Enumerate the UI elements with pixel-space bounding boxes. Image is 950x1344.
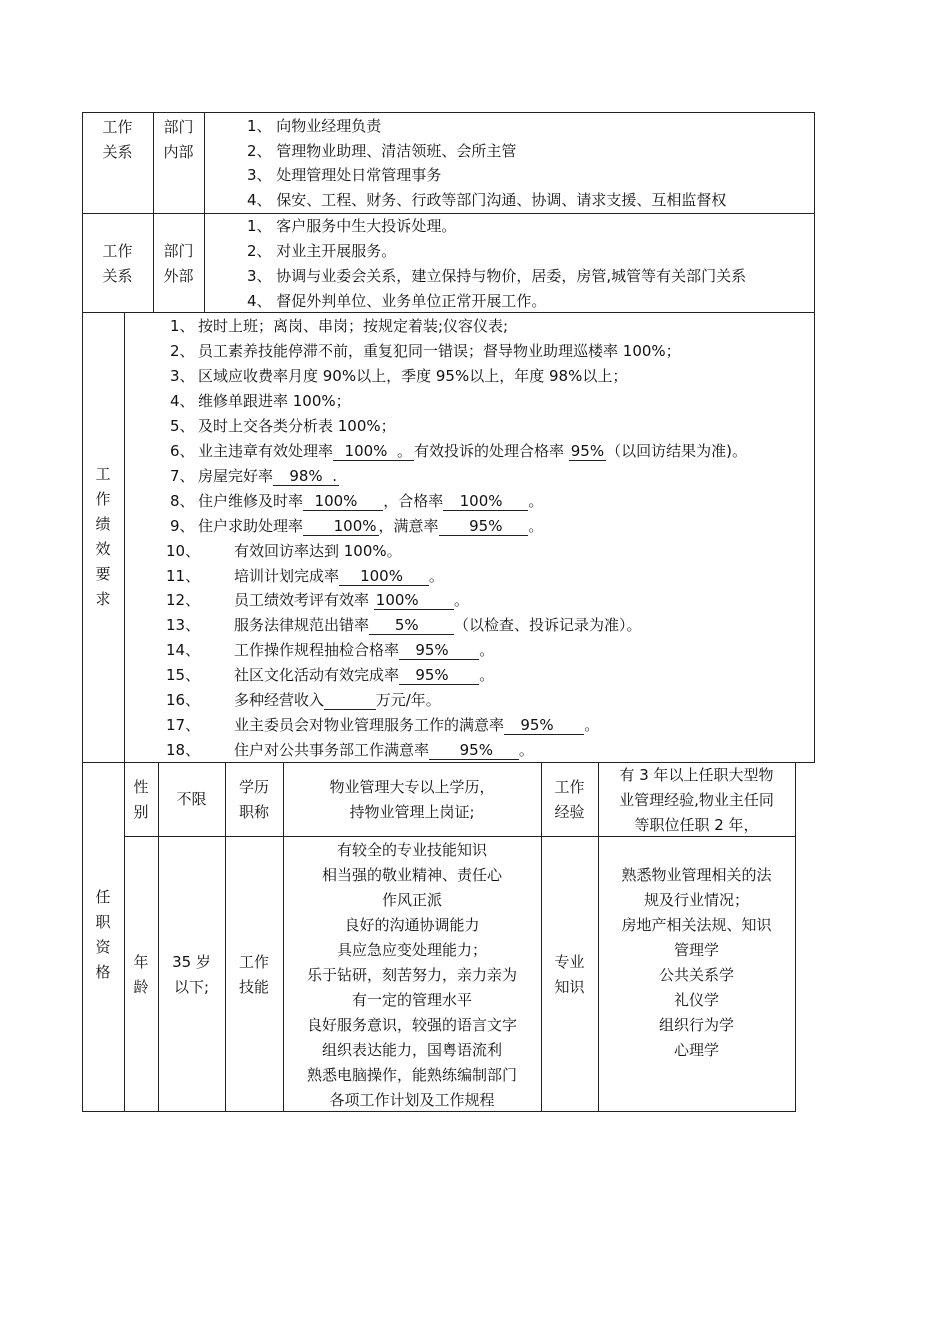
- experience-value-line: 业管理经验,物业主任同: [619, 791, 774, 809]
- education-label-line: 职称: [238, 803, 269, 821]
- performance-item-value: 95%: [431, 741, 517, 760]
- qualification-label-char: 职: [95, 913, 111, 931]
- performance-label: [82, 462, 124, 612]
- age-label: [124, 950, 158, 1000]
- performance-item-text: 员工素养技能停滞不前，重复犯同一错误；督导物业助理巡楼率 100%；: [198, 341, 681, 360]
- performance-item-number: 16、: [166, 691, 201, 710]
- performance-item-number: 4、: [170, 391, 195, 410]
- performance-item-number: 3、: [170, 366, 195, 385]
- experience-value-line: 有 3 年以上任职大型物: [619, 766, 774, 784]
- performance-item: [170, 441, 747, 461]
- section1-label-line: 关系: [102, 143, 133, 161]
- performance-item-number: 1、: [170, 317, 195, 335]
- performance-item: [166, 690, 441, 710]
- skill-value-line: 组织表达能力，国粤语流利: [321, 1041, 502, 1059]
- performance-item: [166, 541, 402, 561]
- performance-item-text: 住户维修及时率: [198, 491, 304, 510]
- performance-item-value: 95%: [440, 516, 527, 535]
- experience-value-line: 等职位任职 2 年，: [634, 816, 759, 834]
- section2-label-line: 关系: [102, 267, 133, 285]
- performance-item-text: 。: [518, 741, 534, 760]
- performance-item-text: ，满意率: [378, 516, 439, 535]
- section1-sublabel-line: 部门: [163, 118, 194, 136]
- knowledge-label-line: 知识: [554, 978, 585, 996]
- gender-label: [124, 775, 158, 825]
- section2-sublabel-line: 外部: [163, 267, 194, 285]
- performance-item: [170, 491, 543, 511]
- section2-sublabel-line: 部门: [163, 242, 194, 260]
- knowledge-value-line: 房地产相关法规、知识: [621, 916, 772, 934]
- performance-item-value: 95%: [401, 666, 478, 685]
- performance-item: [166, 715, 599, 735]
- gender-value-text: 不限: [176, 790, 207, 808]
- performance-item-text: 。: [528, 516, 544, 535]
- performance-item-text: 区域应收费率月度 90%以上，季度 95%以上，年度 98%以上；: [198, 366, 628, 385]
- performance-item-value: 100%: [305, 516, 377, 535]
- performance-item-text: 及时上交各类分析表 100%；: [198, 416, 396, 435]
- performance-item-number: 8、: [170, 491, 195, 510]
- qualification-label-char: 格: [95, 963, 111, 981]
- gender-label-char: 性: [133, 778, 149, 796]
- knowledge-label: [541, 950, 598, 1000]
- list-item: 3、 处理管理处日常管理事务: [247, 166, 442, 184]
- performance-item-text: 维修单跟进率 100%；: [198, 391, 351, 410]
- education-value-line: 物业管理大专以上学历，: [329, 778, 495, 796]
- gender-label-char: 别: [133, 803, 149, 821]
- performance-label-char: 作: [95, 490, 111, 508]
- performance-item-value: 5%: [371, 616, 453, 635]
- performance-item-text: （以检查、投诉记录为准）。: [454, 616, 642, 635]
- age-value-line: 35 岁: [172, 953, 211, 971]
- performance-item-value: [324, 691, 376, 710]
- performance-item-text: 。: [528, 491, 544, 510]
- qualification-label: [82, 885, 124, 985]
- skill-value-line: 有较全的专业技能知识: [336, 841, 487, 859]
- experience-label-line: 经验: [554, 803, 585, 821]
- skill-value-line: 相当强的敬业精神、责任心: [321, 866, 502, 884]
- performance-item-text: 社区文化活动有效完成率: [234, 666, 400, 685]
- performance-item-text: 。: [479, 641, 495, 660]
- performance-item-text: 员工绩效考评有效率: [234, 591, 374, 610]
- skill-value-line: 作风正派: [381, 891, 442, 909]
- performance-item-value: 95%: [506, 716, 583, 735]
- performance-item-text: 服务法律规范出错率: [234, 616, 370, 635]
- skill-label-line: 技能: [238, 978, 269, 996]
- age-label-char: 年: [133, 953, 149, 971]
- section2-label-line: 工作: [102, 242, 133, 260]
- section1-label-line: 工作: [102, 118, 133, 136]
- performance-item-text: 按时上班；离岗、串岗；按规定着装;仪容仪表;: [198, 317, 509, 335]
- performance-item: [166, 640, 494, 660]
- experience-label: [541, 775, 598, 825]
- knowledge-value-line: 礼仪学: [673, 991, 719, 1009]
- section2-sublabel: [153, 239, 204, 289]
- knowledge-label-line: 专业: [554, 953, 585, 971]
- list-item: 2、 对业主开展服务。: [247, 242, 397, 260]
- performance-item-text: （以回访结果为准)。: [606, 441, 747, 460]
- performance-item-text: 有效回访率达到 100%。: [234, 541, 402, 560]
- performance-item: [170, 516, 543, 536]
- performance-item-number: 10、: [166, 541, 201, 560]
- age-value-line: 以下;: [173, 978, 210, 996]
- performance-item-number: 18、: [166, 741, 201, 760]
- performance-item-text: 房屋完好率: [198, 466, 274, 485]
- performance-item-value: 100% 。: [335, 441, 412, 460]
- performance-label-char: 效: [95, 540, 111, 558]
- performance-item-number: 2、: [170, 341, 195, 360]
- performance-item: [166, 566, 444, 586]
- performance-item-text: 培训计划完成率: [234, 566, 340, 585]
- performance-item-number: 5、: [170, 416, 195, 435]
- performance-item-value: 98% .: [275, 466, 337, 485]
- performance-item-text: ，合格率: [383, 491, 444, 510]
- performance-item-value: 100%: [305, 491, 382, 510]
- list-item: 4、 保安、工程、财务、行政等部门沟通、协调、请求支援、互相监督权: [247, 191, 727, 209]
- performance-label-char: 工: [95, 465, 111, 483]
- performance-item-text: 万元/年。: [375, 691, 441, 710]
- list-item: 1、 客户服务中生大投诉处理。: [247, 217, 457, 235]
- performance-item: [166, 615, 642, 635]
- performance-item-number: 15、: [166, 666, 201, 685]
- knowledge-value-line: 公共关系学: [658, 966, 734, 984]
- performance-item-value: 100%: [341, 566, 427, 585]
- qualification-label-char: 资: [95, 938, 111, 956]
- experience-value: [598, 763, 795, 838]
- section1-sublabel-line: 内部: [163, 143, 194, 161]
- performance-item-number: 17、: [166, 716, 201, 735]
- age-value: [158, 950, 225, 1000]
- list-item: 2、 管理物业助理、清洁领班、会所主管: [247, 142, 517, 160]
- list-item: 4、 督促外判单位、业务单位正常开展工作。: [247, 292, 547, 310]
- knowledge-value-line: 心理学: [673, 1041, 719, 1059]
- knowledge-value-line: 管理学: [673, 941, 719, 959]
- performance-item-text: 。: [584, 716, 600, 735]
- performance-item-number: 13、: [166, 616, 201, 635]
- performance-item-text: 。: [454, 591, 470, 610]
- performance-item-text: 有效投诉的处理合格率: [413, 441, 569, 460]
- education-label: [225, 775, 283, 825]
- performance-item: [166, 740, 534, 760]
- education-value-line: 持物业管理上岗证;: [349, 803, 475, 821]
- performance-item-text: 工作操作规程抽检合格率: [234, 641, 400, 660]
- performance-item-value: 100%: [445, 491, 527, 510]
- performance-item-text: 。: [428, 566, 444, 585]
- skill-value-line: 良好服务意识，较强的语言文字: [306, 1016, 517, 1034]
- skill-value: [283, 838, 541, 1113]
- list-item: 3、 协调与业委会关系，建立保持与物价，居委，房管,城管等有关部门关系: [247, 267, 747, 285]
- performance-item: [170, 366, 627, 386]
- performance-item-number: 14、: [166, 641, 201, 660]
- performance-item: [170, 316, 508, 336]
- performance-item-text: 多种经营收入: [234, 691, 325, 710]
- performance-item-number: 7、: [170, 466, 195, 485]
- performance-item-text: 业主违章有效处理率: [198, 441, 334, 460]
- education-label-line: 学历: [238, 778, 269, 796]
- performance-item-number: 6、: [170, 441, 195, 460]
- section1-sublabel: [153, 115, 204, 165]
- performance-item-text: 住户求助处理率: [198, 516, 304, 535]
- performance-item-text: 住户对公共事务部工作满意率: [234, 741, 430, 760]
- performance-item: [170, 341, 681, 361]
- performance-item-value: 100%: [375, 591, 453, 610]
- skill-value-line: 良好的沟通协调能力: [344, 916, 480, 934]
- performance-item: [170, 391, 351, 411]
- performance-item: [170, 466, 339, 486]
- performance-item-text: 业主委员会对物业管理服务工作的满意率: [234, 716, 505, 735]
- knowledge-value-line: 组织行为学: [658, 1016, 734, 1034]
- list-item: 1、 向物业经理负责: [247, 117, 382, 135]
- education-value: [283, 775, 541, 825]
- skill-label-line: 工作: [238, 953, 269, 971]
- performance-item: [166, 665, 494, 685]
- performance-item: [170, 416, 396, 436]
- performance-label-char: 绩: [95, 515, 111, 533]
- performance-item-number: 12、: [166, 591, 201, 610]
- skill-value-line: 乐于钻研，刻苦努力，亲力亲为: [306, 966, 517, 984]
- knowledge-value-line: 熟悉物业管理相关的法: [621, 866, 772, 884]
- qualification-label-char: 任: [95, 888, 111, 906]
- skill-label: [225, 950, 283, 1000]
- skill-value-line: 有一定的管理水平: [351, 991, 472, 1009]
- gender-value: [158, 787, 225, 812]
- performance-label-char: 要: [95, 565, 111, 583]
- age-label-char: 龄: [133, 978, 149, 996]
- performance-item-value: 95%: [401, 641, 478, 660]
- knowledge-value: [598, 863, 795, 1063]
- performance-item-number: 9、: [170, 516, 195, 535]
- skill-value-line: 熟悉电脑操作，能熟练编制部门: [306, 1066, 517, 1084]
- skill-value-line: 具应急应变处理能力；: [336, 941, 487, 959]
- knowledge-value-line: 规及行业情况；: [643, 891, 749, 909]
- skill-value-line: 各项工作计划及工作规程: [329, 1091, 495, 1109]
- performance-item-text: 。: [479, 666, 495, 685]
- experience-label-line: 工作: [554, 778, 585, 796]
- performance-label-char: 求: [95, 590, 111, 608]
- performance-item: [166, 590, 469, 610]
- section2-label: [82, 239, 153, 289]
- performance-item-value: 95%: [570, 441, 605, 460]
- performance-item-number: 11、: [166, 566, 201, 585]
- section1-label: [82, 115, 153, 165]
